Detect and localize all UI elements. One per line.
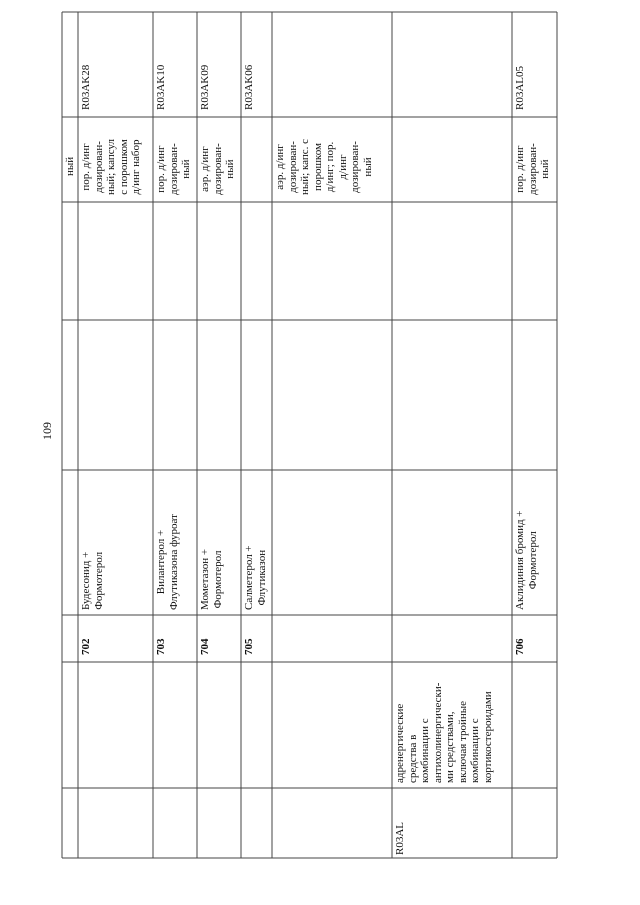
cell-dosage-form-line: дозирован- (286, 141, 299, 193)
cell-code-line: 702 (80, 638, 92, 655)
cell-dosage-form-line: аэр. д/инг (199, 146, 211, 192)
cell-group-name-line: антихолинергически- (431, 682, 444, 783)
cell-dosage-form (155, 143, 193, 195)
cell-drug-name-line: Флутиказона фуроат (167, 514, 180, 610)
cell-group-name (394, 683, 494, 783)
cell-group-name-line: ми средствами, (444, 711, 456, 783)
cell-code-line: 704 (199, 638, 211, 655)
cell-atc-code (514, 66, 527, 110)
cell-dosage-form-line: дозирован- (526, 143, 539, 195)
cell-dosage-form (199, 143, 237, 195)
cell-drug-name (514, 510, 539, 610)
cell-dosage-form-line: дозирован- (167, 143, 180, 195)
cell-atc-code (155, 65, 168, 110)
cell-code (243, 639, 256, 656)
cell-dosage-form-line: порошком (311, 143, 324, 191)
cell-dosage-form-line: д/инг (336, 154, 349, 180)
cell-atc-code-line: R03AK09 (199, 64, 211, 110)
cell-drug-name-line: Формотерол (211, 550, 224, 609)
cell-dosage-form-line: д/инг набор (130, 139, 142, 195)
cell-dosage-form-line: аэр. д/инг (274, 144, 286, 190)
cell-dosage-form-line: пор. д/инг (155, 145, 167, 193)
cell-group-name-line: комбинации с (419, 718, 431, 783)
cell-drug-name-line: Формотерол (92, 551, 105, 610)
cell-dosage-form-line: дозирован- (349, 141, 361, 193)
cell-drug-name (80, 552, 105, 610)
cell-group-name-line: кортикостероидами (481, 691, 494, 783)
cell-group-name-line: адренергические (394, 703, 406, 783)
cell-drug-name-line: Мометазон + (199, 548, 211, 610)
cell-code (199, 639, 212, 656)
cell-dosage-form (514, 143, 552, 195)
header-fragment: ный (64, 156, 76, 176)
cell-drug-name-line: Флутиказон (255, 549, 268, 606)
cell-dosage-form-line: пор. д/инг (80, 143, 92, 191)
cell-dosage-form-line: ный; капс. с (299, 138, 311, 195)
cell-drug-name-line: Формотерол (526, 531, 539, 590)
cell-code (80, 639, 93, 656)
cell-atc-code (80, 65, 93, 110)
cell-dosage-form-line: д/инг; пор. (324, 141, 336, 193)
cell-atc-group (394, 822, 407, 855)
cell-dosage-form-line: ный (539, 159, 551, 179)
cell-dosage-form-line: ный (180, 159, 192, 179)
cell-code (514, 639, 527, 656)
cell-atc-code (199, 65, 212, 110)
cell-group-name-line: средства в (406, 734, 419, 783)
cell-drug-name (199, 549, 224, 610)
cell-dosage-form-line: дозирован- (92, 141, 105, 193)
cell-drug-name (243, 545, 268, 610)
cell-drug-name-line: Салметерол + (243, 545, 255, 610)
cell-dosage-form-line: пор. д/инг (514, 145, 526, 193)
cell-code-line: 705 (243, 638, 255, 655)
cell-atc-code-line: R03AK28 (80, 64, 92, 110)
cell-dosage-form-line: с порошком (117, 139, 130, 195)
cell-code-line: 703 (155, 638, 167, 655)
cell-drug-name (155, 514, 180, 610)
cell-atc-group-line: R03AL (394, 822, 406, 855)
cell-atc-code (243, 65, 256, 110)
cell-dosage-form (80, 139, 143, 195)
cell-drug-name-line: Вилантерол + (155, 529, 167, 595)
cell-dosage-form-line: ный (361, 157, 374, 177)
cell-dosage-form (274, 139, 374, 195)
cell-atc-code-line: R03AK10 (155, 64, 167, 110)
cell-atc-code-line: R03AL05 (514, 66, 526, 110)
cell-group-name-line: комбинации с (469, 718, 481, 783)
cell-dosage-form-line: дозирован- (211, 143, 224, 195)
cell-drug-name-line: Будесонид + (80, 551, 92, 610)
cell-drug-name-line: Аклидиния бромид + (514, 510, 526, 610)
cell-dosage-form-line: ный; капсул (105, 138, 117, 195)
cell-group-name-line: включая тройные (456, 700, 469, 783)
cell-code-line: 706 (514, 638, 526, 655)
cell-atc-code-line: R03AK06 (243, 64, 255, 110)
cell-dosage-form-line: ный (224, 159, 236, 179)
page-number: 109 (40, 422, 54, 440)
cell-code (155, 639, 168, 656)
